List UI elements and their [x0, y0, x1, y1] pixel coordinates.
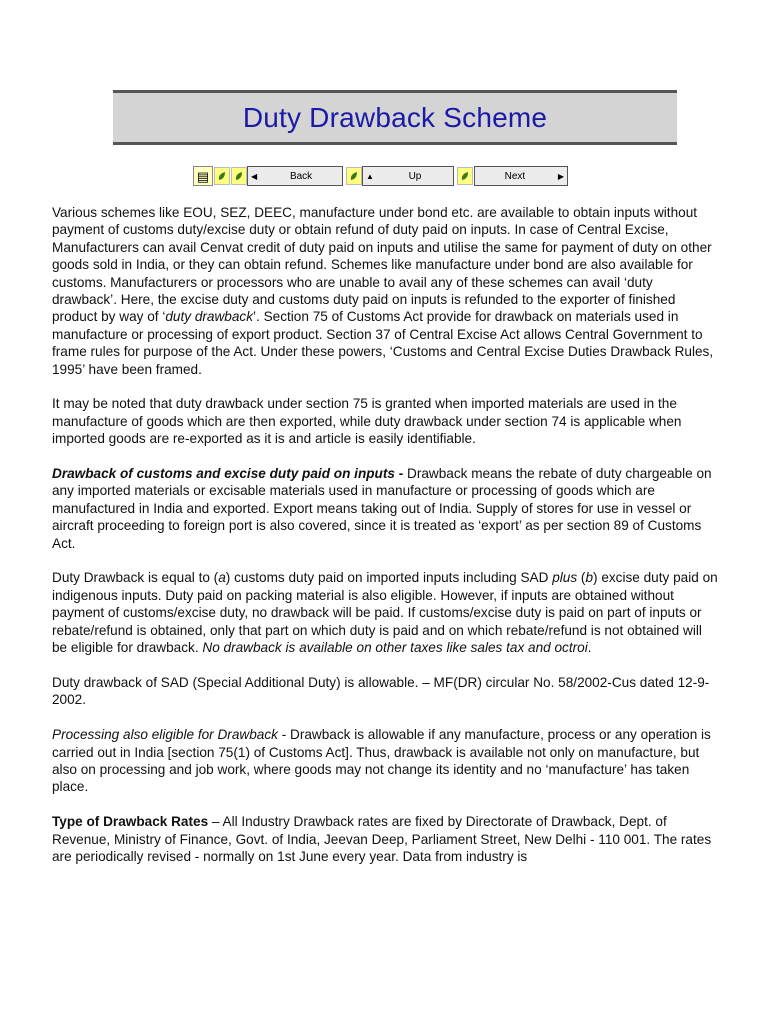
leaf-icon	[214, 167, 230, 185]
home-icon[interactable]: ▤	[193, 166, 213, 186]
paragraph: Processing also eligible for Drawback - Drawback is allowable if any manufacture, process or any operation is carried out in India [section 75(1) of Customs Act]. Thus, drawback is available not only on manufacture, but also on processing and job work, where goods may not change its identity and no ‘manufacture’ has taken place.	[52, 727, 711, 795]
leaf-icon	[346, 167, 362, 185]
paragraph: Type of Drawback Rates – All Industry Drawback rates are fixed by Directorate of Drawback, Dept. of Revenue, Ministry of Finance, Govt. of India, Jeevan Deep, Parliament Street, New Delhi - 110 001. The rates are periodically revised - normally on 1st June every year. Data from industry is	[52, 814, 712, 864]
leaf-icon	[231, 167, 247, 185]
paragraph: Duty drawback of SAD (Special Additional Duty) is allowable. – MF(DR) circular No. 58/2002-Cus dated 12-9-2002.	[52, 674, 710, 708]
paragraph: It may be noted that duty drawback under section 75 is granted when imported materials are used in the manufacture of goods which are then exported, while duty drawback under section 74 is applicable when imported goods are re-exported as it is and article is easily identifiable.	[52, 396, 682, 447]
next-button[interactable]: Next ▶	[474, 166, 568, 186]
paragraph: Various schemes like EOU, SEZ, DEEC, manufacture under bond etc. are available to obtain inputs without payment of customs duty/excise duty or obtain refund of duty paid on inputs. In case of Central Excise, Manufacturers can avail Cenvat credit of duty paid on inputs and utilise the same for payment of duty on other goods sold in India, or they can obtain refund. Schemes like manufacture under bond are also available for customs. Manufacturers or processors who are unable to avail any of these schemes can avail ‘duty drawback’. Here, the excise duty and customs duty paid on inputs is refunded to the exporter of finished product by way of ‘duty drawback’. Section 75 of Customs Act provide for drawback on materials used in manufacture or processing of export product. Section 37 of Central Excise Act allows Central Government to frame rules for purpose of the Act. Under these powers, ‘Customs and Central Excise Duties Drawback Rules, 1995’ have been framed.	[52, 205, 714, 377]
paragraph: Drawback of customs and excise duty paid on inputs - Drawback means the rebate of duty chargeable on any imported materials or excisable materials used in manufacture or processing of goods which are manufactured in India and exported. Export means taking out of India. Supply of stores for use in vessel or aircraft proceeding to foreign port is also covered, since it is treated as ‘export’ as per section 89 of Customs Act.	[52, 466, 712, 551]
title-banner	[113, 90, 677, 145]
document-body	[52, 204, 720, 883]
page-title: Duty Drawback Scheme	[242, 101, 548, 133]
up-arrow-icon: ▲	[366, 171, 374, 181]
leaf-icon	[457, 167, 473, 185]
navigation-bar	[193, 165, 568, 187]
paragraph: Duty Drawback is equal to (a) customs duty paid on imported inputs including SAD plus (b) excise duty paid on indigenous inputs. Duty paid on packing material is also eligible. However, if inputs are obtained without payment of customs/excise duty, no drawback will be paid. If customs/excise duty is paid on part of inputs or rebate/refund is obtained, only that part on which duty is paid and on which rebate/refund is not obtained will be eligible for drawback. No drawback is available on other taxes like sales tax and octroi.	[52, 570, 718, 656]
right-arrow-icon: ▶	[557, 171, 564, 181]
left-arrow-icon: ◀	[251, 171, 258, 181]
back-button[interactable]: ◀ Back	[247, 166, 343, 186]
up-button[interactable]: ▲ Up	[362, 166, 454, 186]
